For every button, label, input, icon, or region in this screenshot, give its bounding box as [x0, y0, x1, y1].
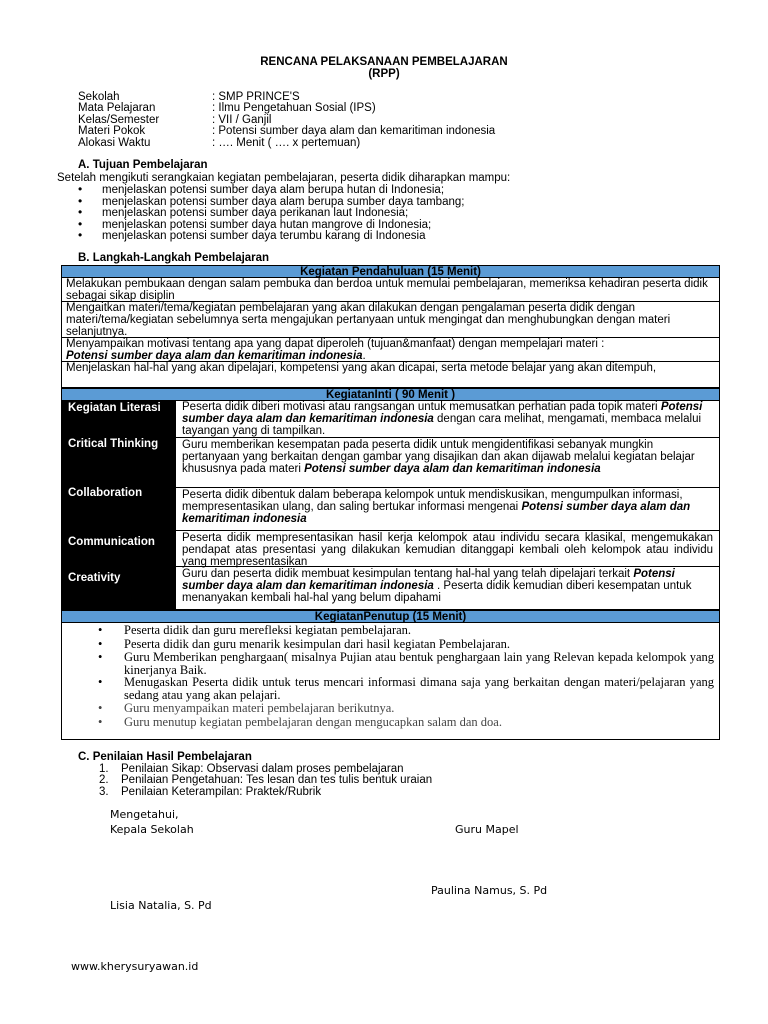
- info-row: [78, 125, 758, 137]
- info-value: : Potensi sumber daya alam dan kemaritiman indonesia: [212, 125, 496, 137]
- row-text-after: dengan cara melihat, mengamati, membaca melalui tayangan yang di tampilkan.: [182, 413, 702, 437]
- section-c-heading: C. Penilaian Hasil Pembelajaran: [78, 751, 252, 763]
- row-text: Peserta didik mempresentasikan hasil kerja kelompok atau individu secara klasikal, mengemukakan pendapat atas presentasi yang dilakukan kemudian ditanggapi kembali oleh kelompok atau individu yang mempresentasikan: [182, 532, 713, 568]
- penutup-header: KegiatanPenutup (15 Menit): [61, 610, 720, 623]
- row-text-after: . Peserta didik kemudian diberi kesempatan untuk menanyakan kembali hal-hal yang belum dipahami: [182, 580, 692, 604]
- bullet-icon: •: [98, 675, 103, 689]
- inti-row-label: Kegiatan Literasi: [62, 401, 176, 415]
- list-item-text: menjelaskan potensi sumber daya alam berupa sumber daya tambang;: [102, 196, 465, 208]
- inti-row-text: [176, 530, 719, 566]
- info-label: Materi Pokok: [78, 125, 146, 137]
- inti-row-text: [176, 437, 719, 487]
- row-text: Menjelaskan hal-hal yang akan dipelajari, kompetensi yang akan dicapai, serta metode belajar yang akan ditempuh,: [66, 362, 657, 374]
- list-item-text: Peserta didik dan guru menarik kesimpulan dari hasil kegiatan Pembelajaran.: [124, 637, 510, 651]
- info-value: : VII / Ganjil: [212, 114, 272, 126]
- list-item-text: Peserta didik dan guru merefleksi kegiatan pembelajaran.: [124, 623, 412, 637]
- row-text: Peserta didik dibentuk dalam beberapa kelompok untuk mendiskusikan, mengumpulkan informasi, mempresentasikan ulang, dan saling bertukar informasi mengenai: [182, 489, 683, 513]
- table-row: [61, 362, 720, 388]
- bullet-icon: •: [98, 715, 103, 729]
- inti-row-text: [176, 566, 719, 608]
- bullet-icon: •: [78, 228, 83, 242]
- inti-row-label: Critical Thinking: [62, 438, 176, 450]
- row-emphasis: Potensi sumber daya alam dan kemaritiman indonesia: [182, 401, 703, 425]
- section-b-heading: B. Langkah-Langkah Pembelajaran: [78, 252, 270, 264]
- kepala-name: Lisia Natalia, S. Pd: [110, 899, 212, 912]
- list-item-text: menjelaskan potensi sumber daya terumbu karang di Indonesia: [102, 230, 426, 242]
- bullet-icon: •: [98, 701, 103, 715]
- row-after: .: [362, 350, 366, 362]
- row-emphasis: Potensi sumber daya alam dan kemaritiman indonesia: [66, 350, 363, 362]
- info-label: Kelas/Semester: [78, 114, 160, 126]
- inti-header: KegiatanInti ( 90 Menit ): [61, 388, 720, 401]
- info-value: : …. Menit ( …. x pertemuan): [212, 137, 361, 149]
- bullet-icon: •: [78, 194, 83, 208]
- list-item-text: Guru menutup kegiatan pembelajaran dengan mengucapkan salam dan doa.: [124, 715, 502, 729]
- document-title: RENCANA PELAKSANAAN PEMBELAJARAN: [260, 56, 508, 68]
- mengetahui-label: Mengetahui,: [110, 808, 179, 821]
- row-text: Peserta didik diberi motivasi atau rangsangan untuk memusatkan perhatian pada topik materi: [182, 401, 661, 413]
- list-item-text: Menugaskan Peserta didik untuk terus mencari informasi dimana saja yang berkaitan dengan materi/pelajaran yang sedang atau yang akan pelajari.: [124, 675, 714, 702]
- info-row: [78, 102, 758, 114]
- bullet-icon: •: [98, 637, 103, 651]
- bullet-icon: •: [98, 650, 103, 664]
- pendahuluan-header: Kegiatan Pendahuluan (15 Menit): [61, 265, 720, 278]
- section-a-intro: Setelah mengikuti serangkaian kegiatan pembelajaran, peserta didik diharapkan mampu:: [57, 172, 511, 184]
- info-label: Alokasi Waktu: [78, 137, 151, 149]
- section-a-heading: A. Tujuan Pembelajaran: [78, 159, 208, 171]
- row-text: Menyampaikan motivasi tentang apa yang dapat diperoleh (tujuan&manfaat) dengan mempelajari materi :: [66, 338, 605, 350]
- document-subtitle: (RPP): [368, 68, 400, 80]
- table-row: [61, 302, 720, 338]
- inti-row-label: Collaboration: [62, 487, 176, 499]
- info-label: Sekolah: [78, 91, 120, 103]
- bullet-icon: •: [78, 205, 83, 219]
- info-value: : SMP PRINCE'S: [212, 91, 300, 103]
- guru-mapel-label: Guru Mapel: [455, 823, 519, 836]
- list-item-text: Guru Memberikan penghargaan( misalnya Pujian atau bentuk penghargaan lain yang Relevan kepada kelompok yang kinerjanya Baik.: [124, 650, 714, 677]
- inti-row-text: [176, 401, 719, 437]
- bullet-icon: •: [78, 182, 83, 196]
- list-item-text: menjelaskan potensi sumber daya hutan mangrove di Indonesia;: [102, 219, 432, 231]
- numbered-item-num: 1.: [99, 763, 109, 775]
- footer-website-link[interactable]: www.kherysuryawan.id: [71, 960, 199, 973]
- inti-row-label: Creativity: [62, 572, 176, 584]
- inti-table: [61, 401, 720, 610]
- numbered-item-text: Penilaian Pengetahuan: Tes lesan dan tes tulis bentuk uraian: [121, 774, 433, 786]
- guru-name: Paulina Namus, S. Pd: [431, 884, 548, 897]
- info-value: : Ilmu Pengetahuan Sosial (IPS): [212, 102, 376, 114]
- numbered-item-text: Penilaian Keterampilan: Praktek/Rubrik: [121, 786, 322, 798]
- numbered-item-text: Penilaian Sikap: Observasi dalam proses pembelajaran: [121, 763, 404, 775]
- table-row: [61, 278, 720, 302]
- row-text: Mengaitkan materi/tema/kegiatan pembelajaran yang akan dilakukan dengan pengalaman peserta didik dengan materi/tema/kegiatan sebelumnya serta mengajukan pertanyaan untuk mengingat dan menghubungkan dengan materi selanjutnya.: [66, 302, 671, 338]
- row-emphasis: Potensi sumber daya alam dan kemaritiman indonesia: [304, 463, 601, 475]
- row-text: Melakukan pembukaan dengan salam pembuka dan berdoa untuk memulai pembelajaran, memeriksa kehadiran peserta didik sebagai sikap disiplin: [66, 278, 708, 302]
- info-label: Mata Pelajaran: [78, 102, 156, 114]
- inti-row-label: Communication: [62, 536, 176, 548]
- numbered-item-num: 3.: [99, 786, 109, 798]
- list-item-text: Guru menyampaikan materi pembelajaran berikutnya.: [124, 701, 395, 715]
- row-emphasis: Potensi sumber daya alam dan kemaritiman indonesia: [182, 501, 691, 525]
- list-item-text: menjelaskan potensi sumber daya alam berupa hutan di Indonesia;: [102, 184, 445, 196]
- bullet-icon: •: [78, 217, 83, 231]
- row-text: Guru dan peserta didik membuat kesimpulan tentang hal-hal yang telah dipelajari terkait: [182, 568, 634, 580]
- row-emphasis: Potensi sumber daya alam dan kemaritiman indonesia: [182, 568, 675, 592]
- info-row: [78, 137, 758, 149]
- numbered-item-num: 2.: [99, 774, 109, 786]
- list-item-text: menjelaskan potensi sumber daya perikanan laut Indonesia;: [102, 207, 409, 219]
- row-text: Guru memberikan kesempatan pada peserta didik untuk mengidentifikasi sebanyak mungkin pertanyaan yang berkaitan dengan gambar yang disajikan dan akan dijawab melalui kegiatan belajar khususnya pada materi: [182, 439, 695, 475]
- bullet-icon: •: [98, 623, 103, 637]
- inti-row-text: [176, 487, 719, 530]
- kepala-sekolah-label: Kepala Sekolah: [110, 823, 194, 836]
- table-row: [61, 338, 720, 362]
